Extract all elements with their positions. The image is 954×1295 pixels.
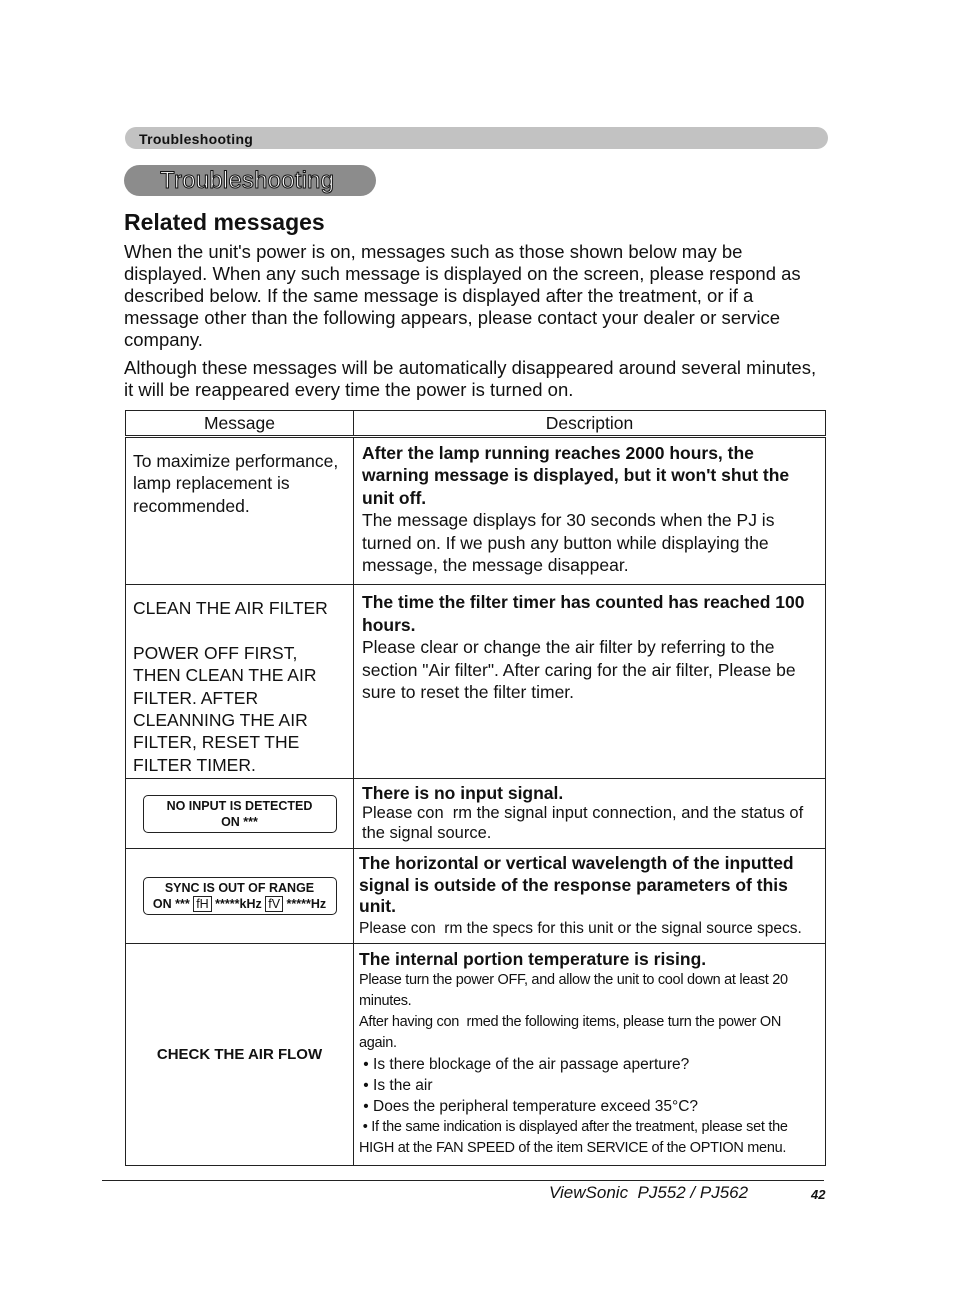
- description-line: Please turn the power OFF, and allow the unit to cool down at least 20 minutes.: [359, 972, 788, 1010]
- table-row: [126, 779, 826, 849]
- table-row: [126, 944, 826, 1166]
- osd-line: SYNC IS OUT OF RANGE: [164, 881, 315, 896]
- page-number: 42: [811, 1187, 826, 1202]
- message-text: CHECK THE AIR FLOW: [156, 1046, 323, 1064]
- bullet-item: • Is the air: [359, 1077, 433, 1095]
- intro-paragraph-1: When the unit's power is on, messages such as those shown below may be displayed. When any such message is displayed on the screen, please respond as described below. If the same message is displayed after the treatment, or if a message other than the following appears, please contact your dealer or service company.: [124, 241, 801, 350]
- message-cell: [126, 779, 354, 849]
- osd-line: NO INPUT IS DETECTED: [166, 798, 313, 813]
- footer-model: ViewSonic PJ552 / PJ562: [549, 1183, 749, 1202]
- description-cell: [354, 437, 826, 585]
- message-line: POWER OFF FIRST, THEN CLEAN THE AIR FILTER. AFTER CLEANNING THE AIR FILTER, RESET THE FILTER TIMER.: [133, 642, 317, 775]
- table-row: [126, 437, 826, 585]
- osd-fv-label: fV: [265, 896, 283, 912]
- description-bold: The time the filter timer has counted has reached 100 hours.: [362, 592, 805, 635]
- description-cell: [354, 944, 826, 1166]
- osd-line: ON ***: [221, 814, 258, 829]
- intro-paragraph-2: Although these messages will be automatically disappeared around several minutes, it will be reappeared every time the power is turned on.: [124, 357, 817, 400]
- section-header-bar: [125, 127, 828, 149]
- table-header-row: [126, 411, 826, 437]
- description-text: Please con rm the signal input connection, and the status of the signal source.: [362, 804, 804, 843]
- osd-hz: *****Hz: [286, 897, 327, 912]
- footer-divider: [102, 1180, 824, 1181]
- messages-table: [125, 410, 826, 1166]
- osd-message-box: [143, 795, 337, 833]
- table-row: [126, 849, 826, 944]
- osd-line-2: [150, 896, 330, 912]
- table-row: [126, 585, 826, 779]
- bullet-item: • Is there blockage of the air passage aperture?: [359, 1056, 690, 1074]
- description-line: After having con rmed the following items, please turn the power ON again.: [359, 1014, 782, 1052]
- osd-khz: *****kHz: [215, 897, 262, 912]
- description-cell: [354, 779, 826, 849]
- title-pill: [124, 165, 376, 196]
- osd-on: ON ***: [152, 897, 190, 912]
- description-cell: [354, 849, 826, 944]
- message-cell: [126, 585, 354, 779]
- description-text: Please con rm the specs for this unit or the signal source specs.: [359, 919, 802, 937]
- bullet-item: • If the same indication is displayed after the treatment, please set the HIGH at the FAN SPEED of the item SERVICE of the OPTION menu.: [359, 1119, 788, 1157]
- message-text: To maximize performance, lamp replacement is recommended.: [133, 451, 339, 516]
- page-title: Troubleshooting: [160, 167, 335, 194]
- message-line: CLEAN THE AIR FILTER: [133, 598, 328, 619]
- section-label: Troubleshooting: [139, 131, 254, 147]
- bullet-item: • Does the peripheral temperature exceed 35°C?: [359, 1098, 699, 1116]
- description-text: The message displays for 30 seconds when the PJ is turned on. If we push any button while displaying the message, the message disappear.: [362, 510, 775, 576]
- description-bold: There is no input signal.: [362, 783, 564, 804]
- osd-message-box: [143, 877, 337, 915]
- header-description: Description: [354, 411, 826, 437]
- description-bold: The internal portion temperature is rising.: [359, 949, 707, 970]
- message-cell: [126, 944, 354, 1166]
- description-text: Please clear or change the air filter by referring to the section "Air filter". After caring for the air filter, Please be sure to reset the filter timer.: [362, 637, 796, 703]
- message-cell: [126, 849, 354, 944]
- osd-fh-label: fH: [193, 896, 212, 912]
- header-message: Message: [126, 411, 354, 437]
- description-bold: After the lamp running reaches 2000 hours, the warning message is displayed, but it won't shut the unit off.: [362, 443, 790, 508]
- description-bold: The horizontal or vertical wavelength of the inputted signal is outside of the response parameters of this unit.: [359, 853, 794, 917]
- section-heading: Related messages: [124, 209, 325, 235]
- description-cell: [354, 585, 826, 779]
- message-cell: [126, 437, 354, 585]
